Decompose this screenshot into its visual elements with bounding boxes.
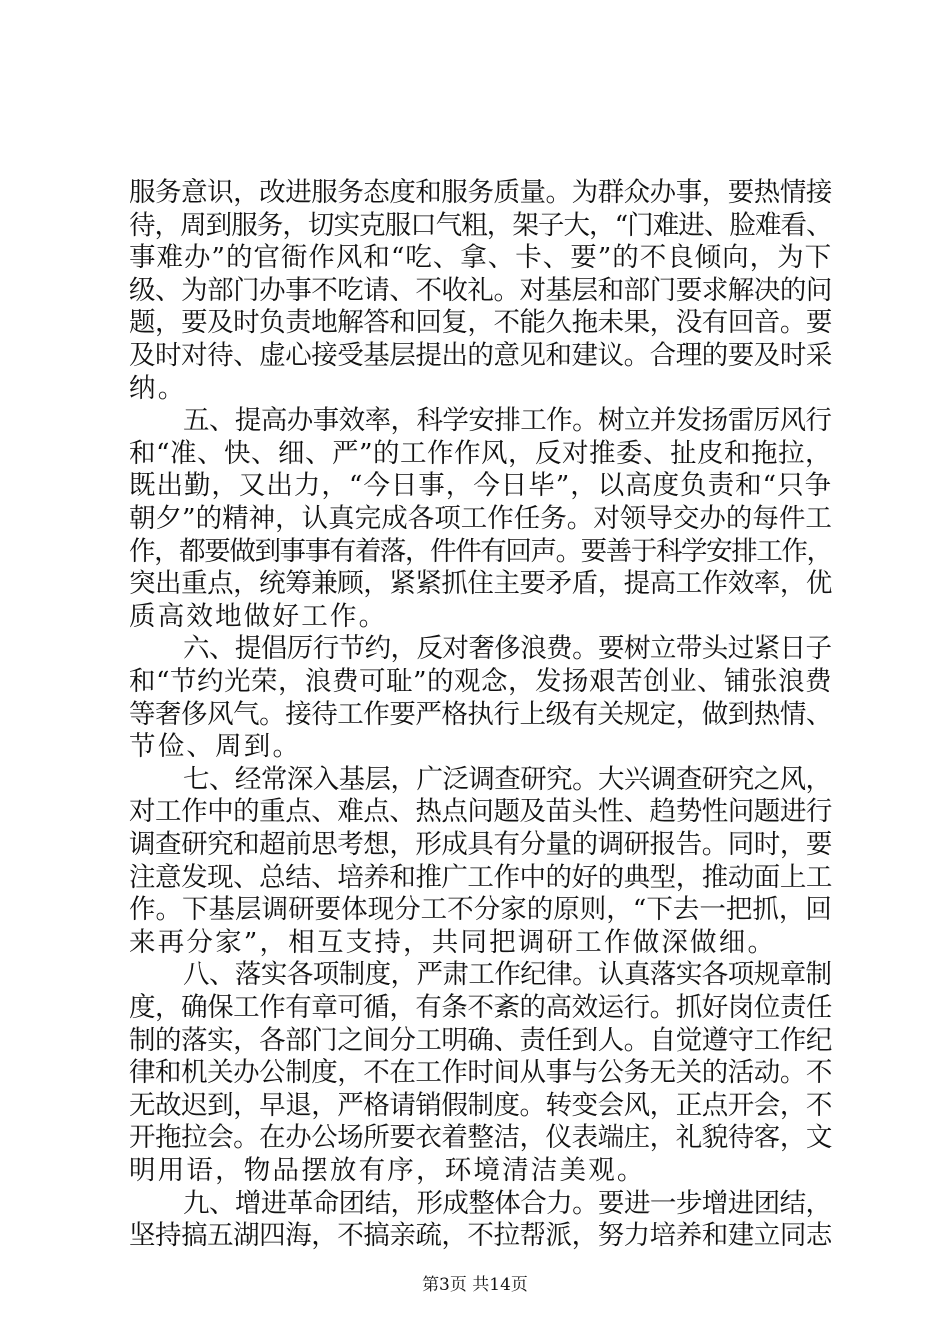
text-line: 明用语，物品摆放有序，环境清洁美观。 [129, 1155, 646, 1186]
text-line: 调查研究和超前思考想，形成具有分量的调研报告。同时，要 [129, 829, 832, 860]
text-line: 八、落实各项制度，严肃工作纪律。认真落实各项规章制 [183, 959, 832, 991]
text-line: 事难办”的官衙作风和“吃、拿、卡、要”的不良倾向，为下 [129, 242, 833, 274]
text-line: 无故迟到，早退，严格请销假制度。转变会风，正点开会，不 [129, 1089, 832, 1121]
page-footer: 第3页 共14页 [422, 1275, 528, 1295]
text-line: 来再分家”，相互支持，共同把调研工作做深做细。 [129, 926, 777, 958]
text-line: 题，要及时负责地解答和回复，不能久拖未果，没有回音。要 [129, 307, 832, 339]
text-line: 等奢侈风气。接待工作要严格执行上级有关规定，做到热情、 [129, 698, 832, 730]
text-line: 级、为部门办事不吃请、不收礼。对基层和部门要求解决的问 [129, 274, 832, 306]
text-line: 制的落实，各部门之间分工明确、责任到人。自觉遵守工作纪 [129, 1024, 832, 1056]
text-line: 既出勤，又出力，“今日事，今日毕”，以高度负责和“只争 [129, 470, 833, 502]
text-line: 度，确保工作有章可循，有条不紊的高效运行。抓好岗位责任 [129, 992, 832, 1023]
text-line: 七、经常深入基层，广泛调查研究。大兴调查研究之风， [183, 763, 832, 795]
text-line: 作。下基层调研要体现分工不分家的原则，“下去一把抓，回 [129, 894, 832, 926]
text-line: 服务意识，改进服务态度和服务质量。为群众办事，要热情接 [129, 177, 832, 208]
text-line: 待，周到服务，切实克服口气粗，架子大，“门难进、脸难看、 [129, 209, 832, 241]
text-line: 六、提倡厉行节约，反对奢侈浪费。要树立带头过紧日子 [183, 633, 832, 665]
text-line: 作，都要做到事事有着落，件件有回声。要善于科学安排工作， [129, 535, 832, 567]
text-line: 注意发现、总结、培养和推广工作中的好的典型，推动面上工 [129, 861, 832, 893]
text-line: 对工作中的重点、难点、热点问题及苗头性、趋势性问题进行 [129, 796, 832, 828]
text-line: 纳。 [129, 372, 187, 404]
text-line: 律和机关办公制度，不在工作时间从事与公务无关的活动。不 [129, 1057, 832, 1089]
text-line: 坚持搞五湖四海，不搞亲疏，不拉帮派，努力培养和建立同志 [129, 1220, 832, 1252]
text-line: 开拖拉会。在办公场所要衣着整洁，仪表端庄，礼貌待客，文 [129, 1122, 832, 1154]
text-line: 九、增进革命团结，形成整体合力。要进一步增进团结， [183, 1187, 832, 1219]
text-line: 突出重点，统筹兼顾，紧紧抓住主要矛盾，提高工作效率，优 [129, 568, 832, 600]
text-line: 五、提高办事效率，科学安排工作。树立并发扬雷厉风行 [183, 405, 832, 437]
text-line: 质高效地做好工作。 [129, 600, 388, 632]
text-line: 节俭、周到。 [129, 731, 302, 763]
text-line: 朝夕”的精神，认真完成各项工作任务。对领导交办的每件工 [129, 503, 832, 534]
text-line: 及时对待、虚心接受基层提出的意见和建议。合理的要及时采 [129, 340, 832, 371]
text-line: 和“准、快、细、严”的工作作风，反对推委、扯皮和拖拉， [129, 437, 832, 469]
text-line: 和“节约光荣，浪费可耻”的观念，发扬艰苦创业、铺张浪费 [129, 666, 832, 697]
